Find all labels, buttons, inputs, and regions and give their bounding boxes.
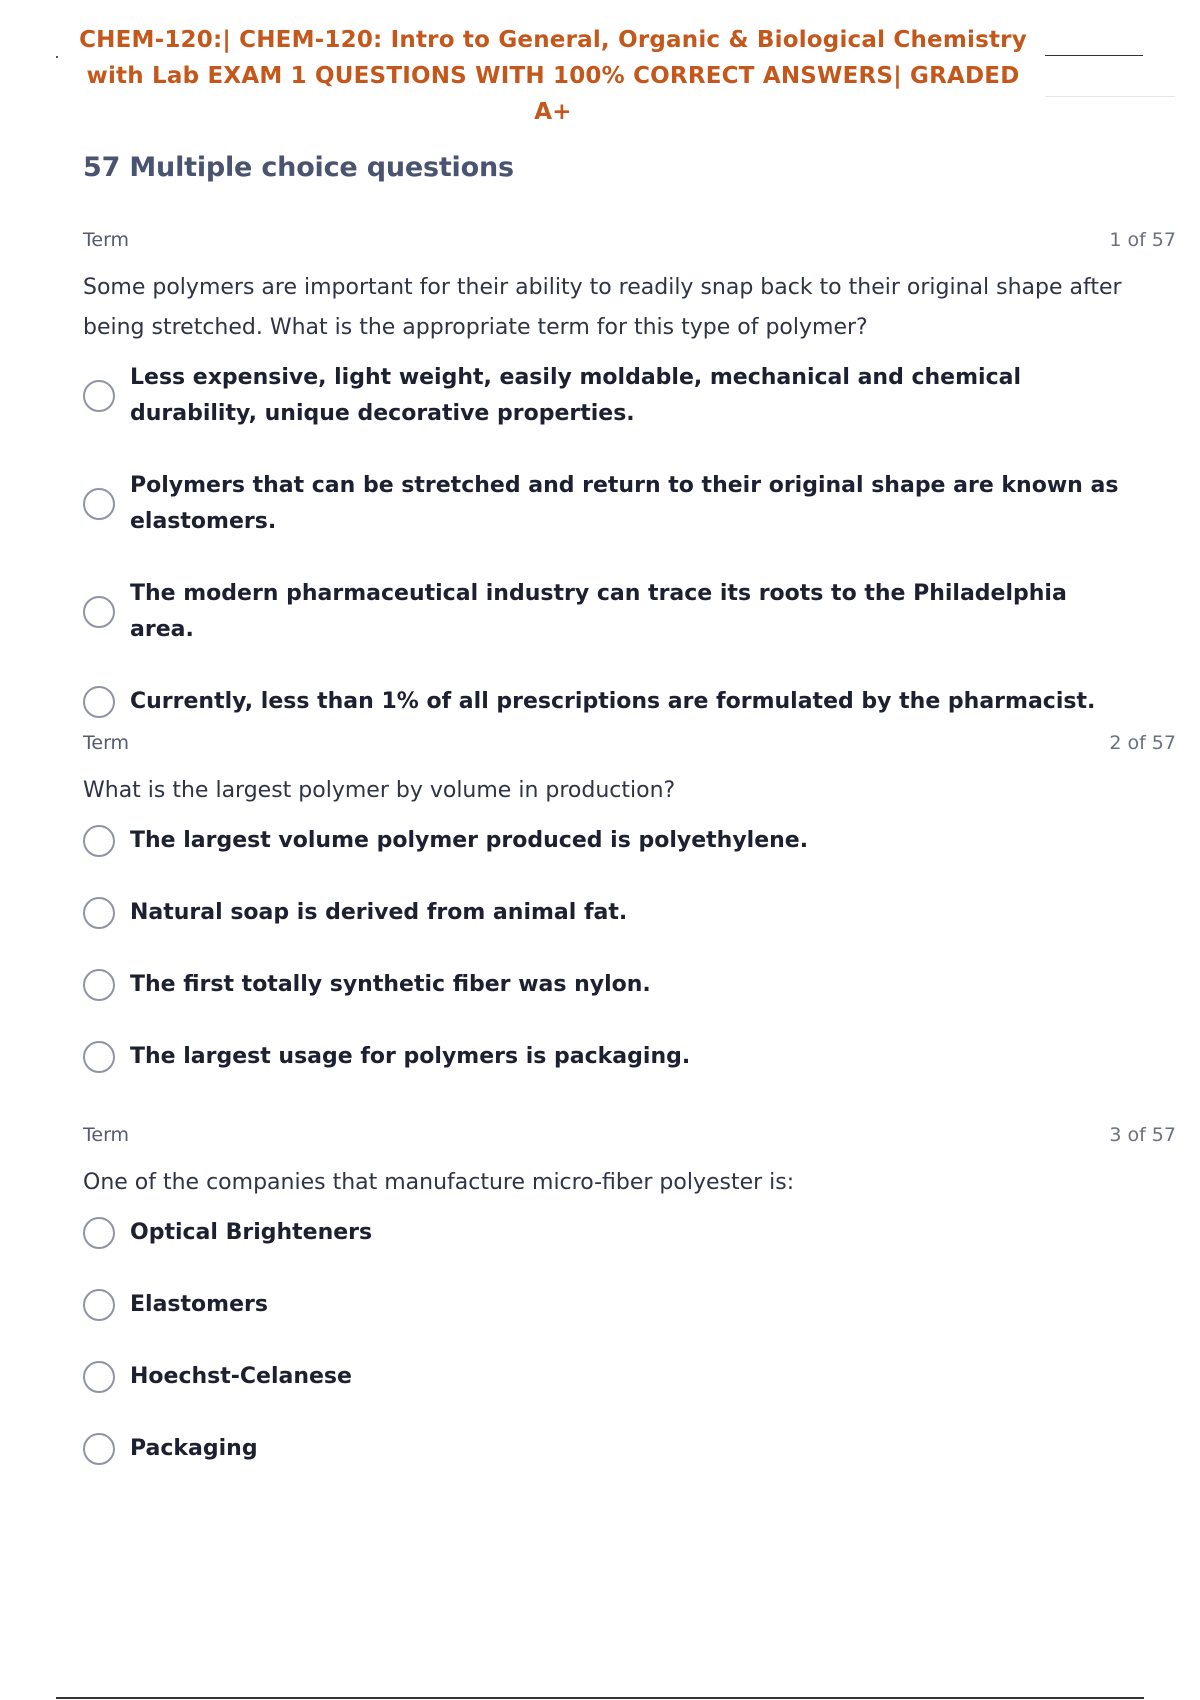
question-1	[83, 229, 1176, 756]
answer-options	[83, 1215, 1176, 1467]
answer-option-label: The first totally synthetic fiber was nylon.	[130, 972, 651, 997]
radio-button[interactable]	[83, 825, 115, 857]
question-header	[83, 1124, 1176, 1150]
answer-option[interactable]	[83, 468, 1176, 540]
answer-option[interactable]	[83, 1215, 1176, 1251]
header-title-line-2: with Lab EXAM 1 QUESTIONS WITH 100% CORRECT ANSWERS| GRADED	[86, 63, 1020, 89]
question-text: Some polymers are important for their ability to readily snap back to their original shape after being stretched. What is the appropriate term for this type of polymer?	[83, 275, 1122, 340]
question-header	[83, 732, 1176, 758]
radio-button[interactable]	[83, 1361, 115, 1393]
term-label: Term	[83, 732, 130, 754]
answer-option[interactable]	[83, 1359, 1176, 1395]
answer-option-label: Optical Brighteners	[130, 1220, 373, 1245]
answer-option-label: Polymers that can be stretched and return to their original shape are known as elastomers.	[130, 473, 1119, 534]
answer-option-label: Currently, less than 1% of all prescriptions are formulated by the pharmacist.	[130, 689, 1096, 714]
answer-option-label: Less expensive, light weight, easily moldable, mechanical and chemical durability, unique decorative properties.	[130, 365, 1021, 426]
header-rule	[1045, 55, 1143, 56]
answer-option[interactable]	[83, 684, 1176, 720]
radio-button[interactable]	[83, 488, 115, 520]
question-text: What is the largest polymer by volume in production?	[83, 778, 676, 803]
radio-button[interactable]	[83, 596, 115, 628]
answer-option[interactable]	[83, 576, 1176, 648]
answer-options	[83, 823, 1176, 1075]
answer-option-label: Elastomers	[130, 1292, 268, 1317]
radio-button[interactable]	[83, 1041, 115, 1073]
answer-option[interactable]	[83, 1287, 1176, 1323]
section-title: 57 Multiple choice questions	[83, 152, 514, 183]
question-text: One of the companies that manufacture micro-fiber polyester is:	[83, 1170, 795, 1195]
answer-option[interactable]	[83, 1039, 1176, 1075]
term-label: Term	[83, 1124, 130, 1146]
answer-option[interactable]	[83, 895, 1176, 931]
radio-button[interactable]	[83, 897, 115, 929]
answer-option[interactable]	[83, 1431, 1176, 1467]
answer-option[interactable]	[83, 360, 1176, 432]
answer-option-label: The largest usage for polymers is packaging.	[130, 1044, 691, 1069]
radio-button[interactable]	[83, 380, 115, 412]
question-counter: 3 of 57	[1109, 1124, 1176, 1146]
radio-button[interactable]	[83, 969, 115, 1001]
footer-rule	[56, 1697, 1144, 1699]
answer-option-label: Natural soap is derived from animal fat.	[130, 900, 628, 925]
radio-button[interactable]	[83, 1217, 115, 1249]
question-3	[83, 1124, 1176, 1503]
radio-button[interactable]	[83, 1433, 115, 1465]
question-header	[83, 229, 1176, 255]
answer-options	[83, 360, 1176, 720]
answer-option-label: Hoechst-Celanese	[130, 1364, 352, 1389]
header-title-line-1: CHEM-120:| CHEM-120: Intro to General, Organic & Biological Chemistry	[79, 27, 1027, 53]
radio-button[interactable]	[83, 686, 115, 718]
question-counter: 1 of 57	[1109, 229, 1176, 251]
answer-option-label: The modern pharmaceutical industry can trace its roots to the Philadelphia area.	[130, 581, 1067, 642]
answer-option[interactable]	[83, 823, 1176, 859]
answer-option-label: Packaging	[130, 1436, 258, 1461]
question-2	[83, 732, 1176, 1111]
answer-option[interactable]	[83, 967, 1176, 1003]
header-title-line-3: A+	[534, 99, 572, 125]
document-header	[58, 22, 1048, 130]
header-rule-faint	[1045, 96, 1175, 97]
term-label: Term	[83, 229, 130, 251]
radio-button[interactable]	[83, 1289, 115, 1321]
question-counter: 2 of 57	[1109, 732, 1176, 754]
answer-option-label: The largest volume polymer produced is polyethylene.	[130, 828, 809, 853]
